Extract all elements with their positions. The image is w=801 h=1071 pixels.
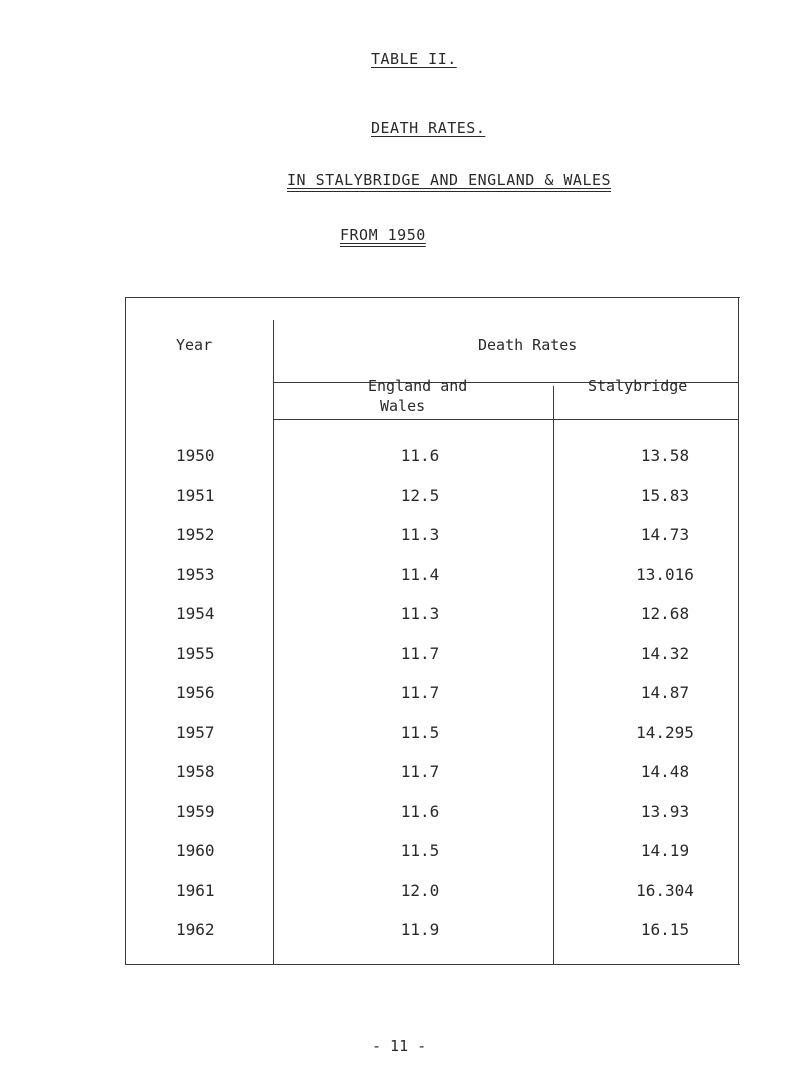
england-wales-rate-cell: 11.3	[400, 525, 440, 544]
year-cell: 1950	[176, 446, 215, 465]
year-header: Year	[176, 336, 213, 354]
year-column-divider	[273, 320, 274, 964]
left-border	[125, 297, 126, 964]
stalybridge-rate-cell: 13.93	[640, 802, 690, 821]
england-wales-header-line2: Wales	[380, 397, 426, 415]
year-cell: 1951	[176, 486, 215, 505]
england-wales-rate-cell: 11.9	[400, 920, 440, 939]
table-bottom-rule	[125, 964, 740, 965]
subtitle: IN STALYBRIDGE AND ENGLAND & WALES	[287, 171, 612, 189]
stalybridge-rate-cell: 14.48	[640, 762, 690, 781]
stalybridge-rate-cell: 14.73	[640, 525, 690, 544]
year-cell: 1955	[176, 644, 215, 663]
england-wales-rate-cell: 11.5	[400, 841, 440, 860]
death-rates-header: Death Rates	[478, 336, 578, 354]
page-title: DEATH RATES.	[371, 119, 486, 137]
table-label: TABLE II.	[371, 50, 457, 68]
england-wales-rate-cell: 11.6	[400, 446, 440, 465]
stalybridge-rate-cell: 13.58	[640, 446, 690, 465]
stalybridge-rate-cell: 13.016	[636, 565, 694, 584]
year-cell: 1952	[176, 525, 215, 544]
year-cell: 1956	[176, 683, 215, 702]
table-top-rule	[125, 297, 740, 298]
year-cell: 1957	[176, 723, 215, 742]
england-wales-rate-cell: 11.7	[400, 644, 440, 663]
year-cell: 1960	[176, 841, 215, 860]
year-cell: 1962	[176, 920, 215, 939]
stalybridge-rate-cell: 16.304	[636, 881, 694, 900]
stalybridge-header: Stalybridge	[588, 377, 688, 395]
right-border	[738, 297, 739, 964]
england-wales-rate-cell: 11.3	[400, 604, 440, 623]
england-wales-rate-cell: 11.5	[400, 723, 440, 742]
stalybridge-rate-cell: 14.87	[640, 683, 690, 702]
england-wales-rate-cell: 11.4	[400, 565, 440, 584]
year-cell: 1953	[176, 565, 215, 584]
england-wales-rate-cell: 12.5	[400, 486, 440, 505]
stalybridge-rate-cell: 14.32	[640, 644, 690, 663]
england-wales-rate-cell: 11.7	[400, 762, 440, 781]
period-heading: FROM 1950	[340, 226, 426, 244]
year-cell: 1959	[176, 802, 215, 821]
stalybridge-rate-cell: 14.19	[640, 841, 690, 860]
england-wales-header-line1: England and	[368, 377, 468, 395]
page-number: - 11 -	[372, 1037, 427, 1055]
england-wales-rate-cell: 11.7	[400, 683, 440, 702]
stalybridge-rate-cell: 16.15	[640, 920, 690, 939]
stalybridge-rate-cell: 12.68	[640, 604, 690, 623]
rates-column-divider	[553, 386, 554, 964]
year-cell: 1954	[176, 604, 215, 623]
stalybridge-rate-cell: 14.295	[636, 723, 694, 742]
england-wales-rate-cell: 11.6	[400, 802, 440, 821]
year-cell: 1961	[176, 881, 215, 900]
header-bottom-rule	[273, 419, 738, 420]
year-cell: 1958	[176, 762, 215, 781]
england-wales-rate-cell: 12.0	[400, 881, 440, 900]
stalybridge-rate-cell: 15.83	[640, 486, 690, 505]
